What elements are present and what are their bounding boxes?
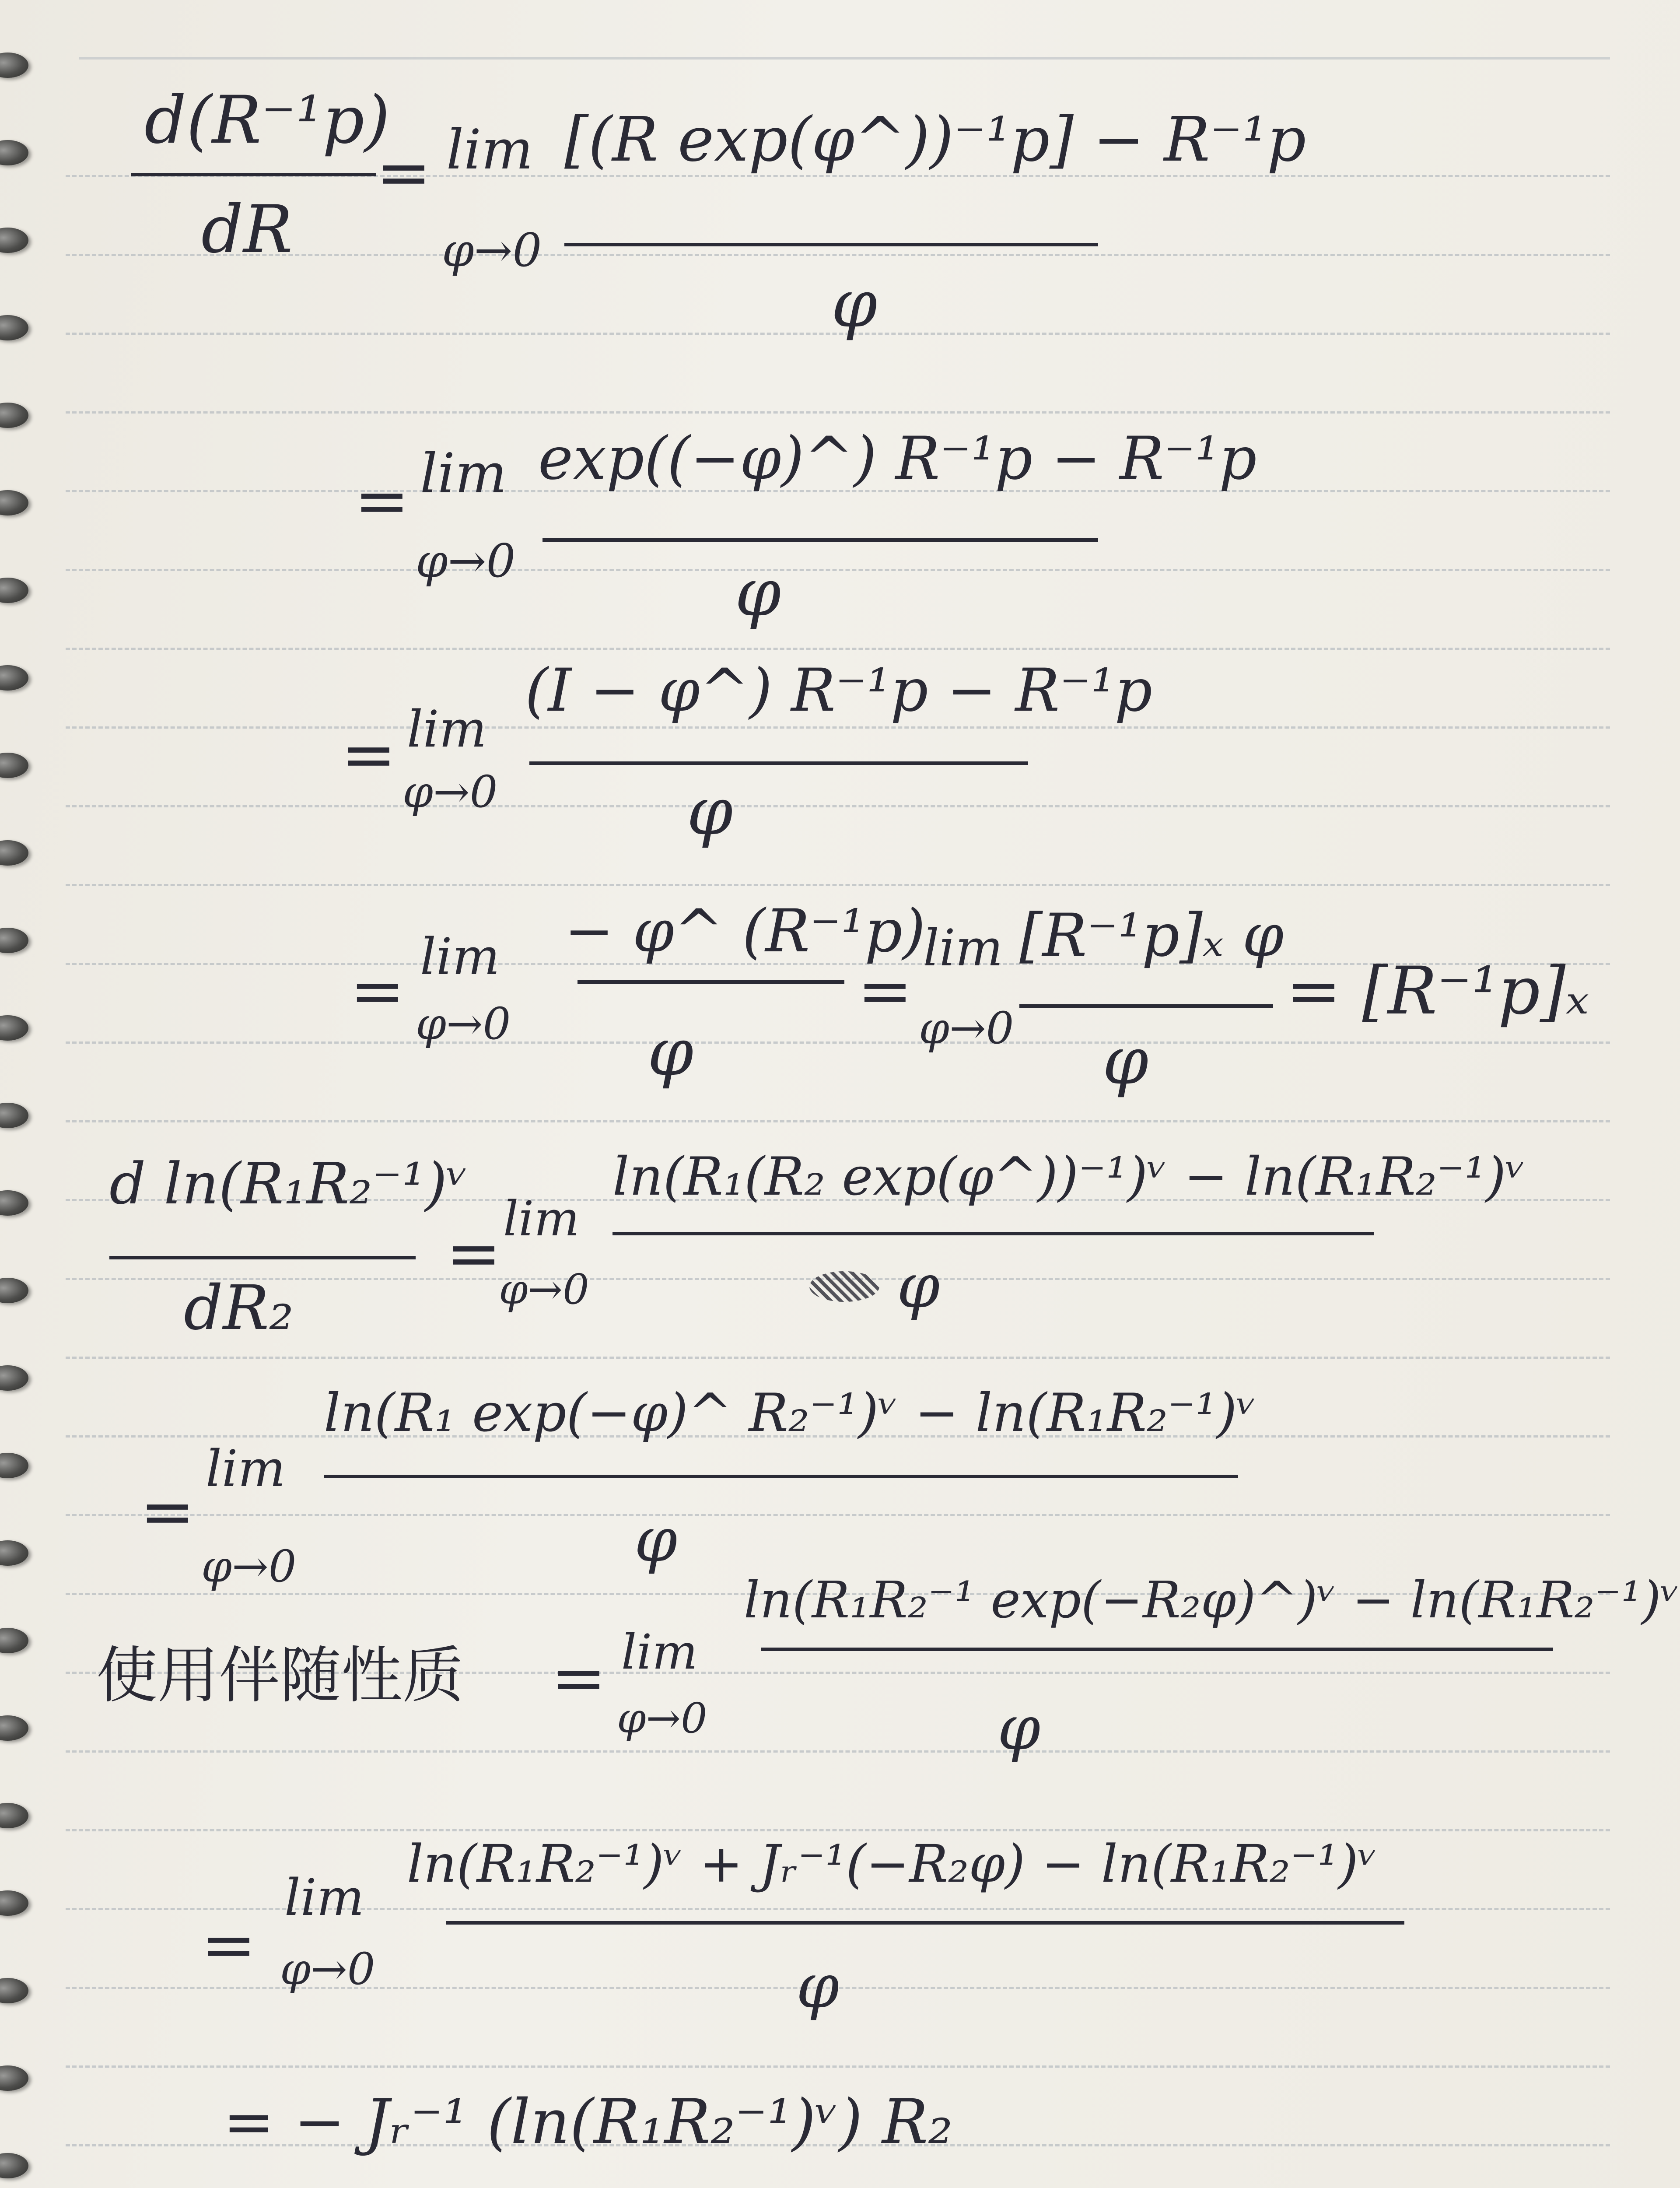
lhs-numerator: d ln(R₁R₂⁻¹)ᵛ (109, 1150, 469, 1217)
spiral-ring (0, 1890, 28, 1916)
rule-line (66, 2065, 1610, 2068)
spiral-ring (0, 1365, 28, 1391)
rule-line (66, 1357, 1610, 1359)
denominator: φ (1102, 1023, 1149, 1099)
spiral-ring (0, 665, 28, 691)
spiral-ring (0, 1715, 28, 1741)
fraction-bar (761, 1648, 1553, 1651)
limit-subscript: φ→0 (919, 1003, 1014, 1054)
spiral-ring (0, 1803, 28, 1828)
fraction-bar (564, 243, 1098, 246)
numerator: ln(R₁R₂⁻¹)ᵛ + Jᵣ⁻¹(−R₂φ) − ln(R₁R₂⁻¹)ᵛ (407, 1834, 1378, 1894)
limit-label: lim (420, 928, 500, 986)
limit-subscript: φ→0 (416, 998, 511, 1049)
equals-sign: = (341, 717, 396, 793)
rule-line (66, 1514, 1610, 1516)
equals-sign: = (858, 953, 913, 1029)
denominator: φ (831, 266, 878, 342)
spiral-ring (0, 1628, 28, 1653)
rule-line (66, 569, 1610, 571)
equals-sign: = (140, 1474, 195, 1550)
rule-line (66, 805, 1610, 807)
lhs-denominator: dR₂ (184, 1273, 294, 1344)
spiral-ring (0, 1540, 28, 1566)
equals-sign: = (354, 463, 410, 539)
limit-label: lim (446, 118, 533, 182)
spiral-ring (0, 228, 28, 253)
rule-line (66, 648, 1610, 650)
lhs-denominator: dR (201, 192, 293, 268)
spiral-ring (0, 2065, 28, 2091)
spiral-ring (0, 1278, 28, 1303)
denominator: φ (735, 555, 781, 631)
limit-label: lim (420, 442, 507, 505)
spiral-ring (0, 928, 28, 953)
spiral-ring (0, 1978, 28, 2003)
rule-line (66, 1829, 1610, 1831)
crossed-out-scribble (809, 1271, 879, 1302)
spiral-ring (0, 1015, 28, 1041)
numerator: (I − φ^) R⁻¹p − R⁻¹p (525, 656, 1152, 725)
equals-sign: = (446, 1216, 501, 1292)
limit-label: lim (923, 919, 1003, 978)
limit-label: lim (407, 700, 487, 759)
numerator: [(R exp(φ^))⁻¹p] − R⁻¹p (564, 104, 1306, 175)
spiral-ring (0, 840, 28, 866)
limit-subscript: φ→0 (201, 1541, 297, 1592)
lhs-numerator: d(R⁻¹p) (144, 82, 390, 158)
rule-line (66, 411, 1610, 414)
fraction-bar (1019, 1004, 1273, 1008)
limit-label: lim (206, 1440, 286, 1498)
limit-subscript: φ→0 (280, 1943, 375, 1995)
limit-subscript: φ→0 (402, 766, 498, 817)
rule-line (66, 1120, 1610, 1122)
rule-line (79, 57, 1610, 60)
rule-line (66, 1750, 1610, 1753)
chinese-note-adjoint-property: 使用伴随性质 (96, 1640, 464, 1711)
rule-line (66, 254, 1610, 256)
rule-line (66, 1041, 1610, 1044)
limit-subscript: φ→0 (499, 1266, 589, 1314)
limit-subscript: φ→0 (416, 534, 516, 588)
spiral-ring (0, 403, 28, 428)
fraction-bar (578, 980, 844, 984)
fraction-bar (446, 1921, 1404, 1925)
denominator: φ (897, 1251, 940, 1322)
denominator: φ (648, 1014, 694, 1090)
equals-sign: = (201, 1907, 256, 1983)
numerator: [R⁻¹p]ₓ φ (1019, 901, 1284, 970)
denominator: φ (796, 1951, 840, 2022)
numerator: ln(R₁(R₂ exp(φ^))⁻¹)ᵛ − ln(R₁R₂⁻¹)ᵛ (612, 1147, 1526, 1207)
spiral-ring (0, 578, 28, 603)
limit-subscript: φ→0 (617, 1694, 707, 1743)
limit-subscript: φ→0 (442, 224, 542, 277)
denominator: φ (634, 1504, 678, 1576)
rule-line (66, 884, 1610, 886)
denominator: φ (687, 774, 733, 850)
fraction-bar (542, 538, 1098, 542)
equals-sign: = (551, 1640, 606, 1716)
spiral-ring (0, 140, 28, 165)
spiral-ring (0, 315, 28, 340)
denominator: φ (998, 1693, 1041, 1764)
final-result: = − Jᵣ⁻¹ (ln(R₁R₂⁻¹)ᵛ) R₂ (223, 2086, 953, 2158)
equals-sign: = (350, 953, 405, 1029)
rule-line (66, 726, 1610, 729)
fraction-bar (131, 173, 376, 176)
spiral-ring (0, 490, 28, 515)
limit-label: lim (284, 1869, 364, 1927)
spiral-ring (0, 1453, 28, 1478)
spiral-ring (0, 53, 28, 78)
fraction-bar (324, 1475, 1238, 1478)
numerator: exp((−φ)^) R⁻¹p − R⁻¹p (538, 424, 1257, 493)
spiral-ring (0, 1103, 28, 1128)
result: = [R⁻¹p]ₓ (1286, 953, 1589, 1029)
limit-label: lim (621, 1624, 698, 1680)
spiral-ring (0, 1190, 28, 1216)
spiral-ring (0, 753, 28, 778)
spiral-ring (0, 2153, 28, 2178)
numerator: ln(R₁ exp(−φ)^ R₂⁻¹)ᵛ − ln(R₁R₂⁻¹)ᵛ (324, 1383, 1257, 1444)
numerator: − φ^ (R⁻¹p) (564, 897, 926, 965)
fraction-bar (612, 1232, 1374, 1235)
fraction-bar (109, 1256, 416, 1259)
equals-sign: = (376, 135, 431, 211)
numerator: ln(R₁R₂⁻¹ exp(−R₂φ)^)ᵛ − ln(R₁R₂⁻¹)ᵛ (744, 1571, 1680, 1630)
fraction-bar (529, 761, 1028, 765)
limit-label: lim (503, 1191, 580, 1247)
